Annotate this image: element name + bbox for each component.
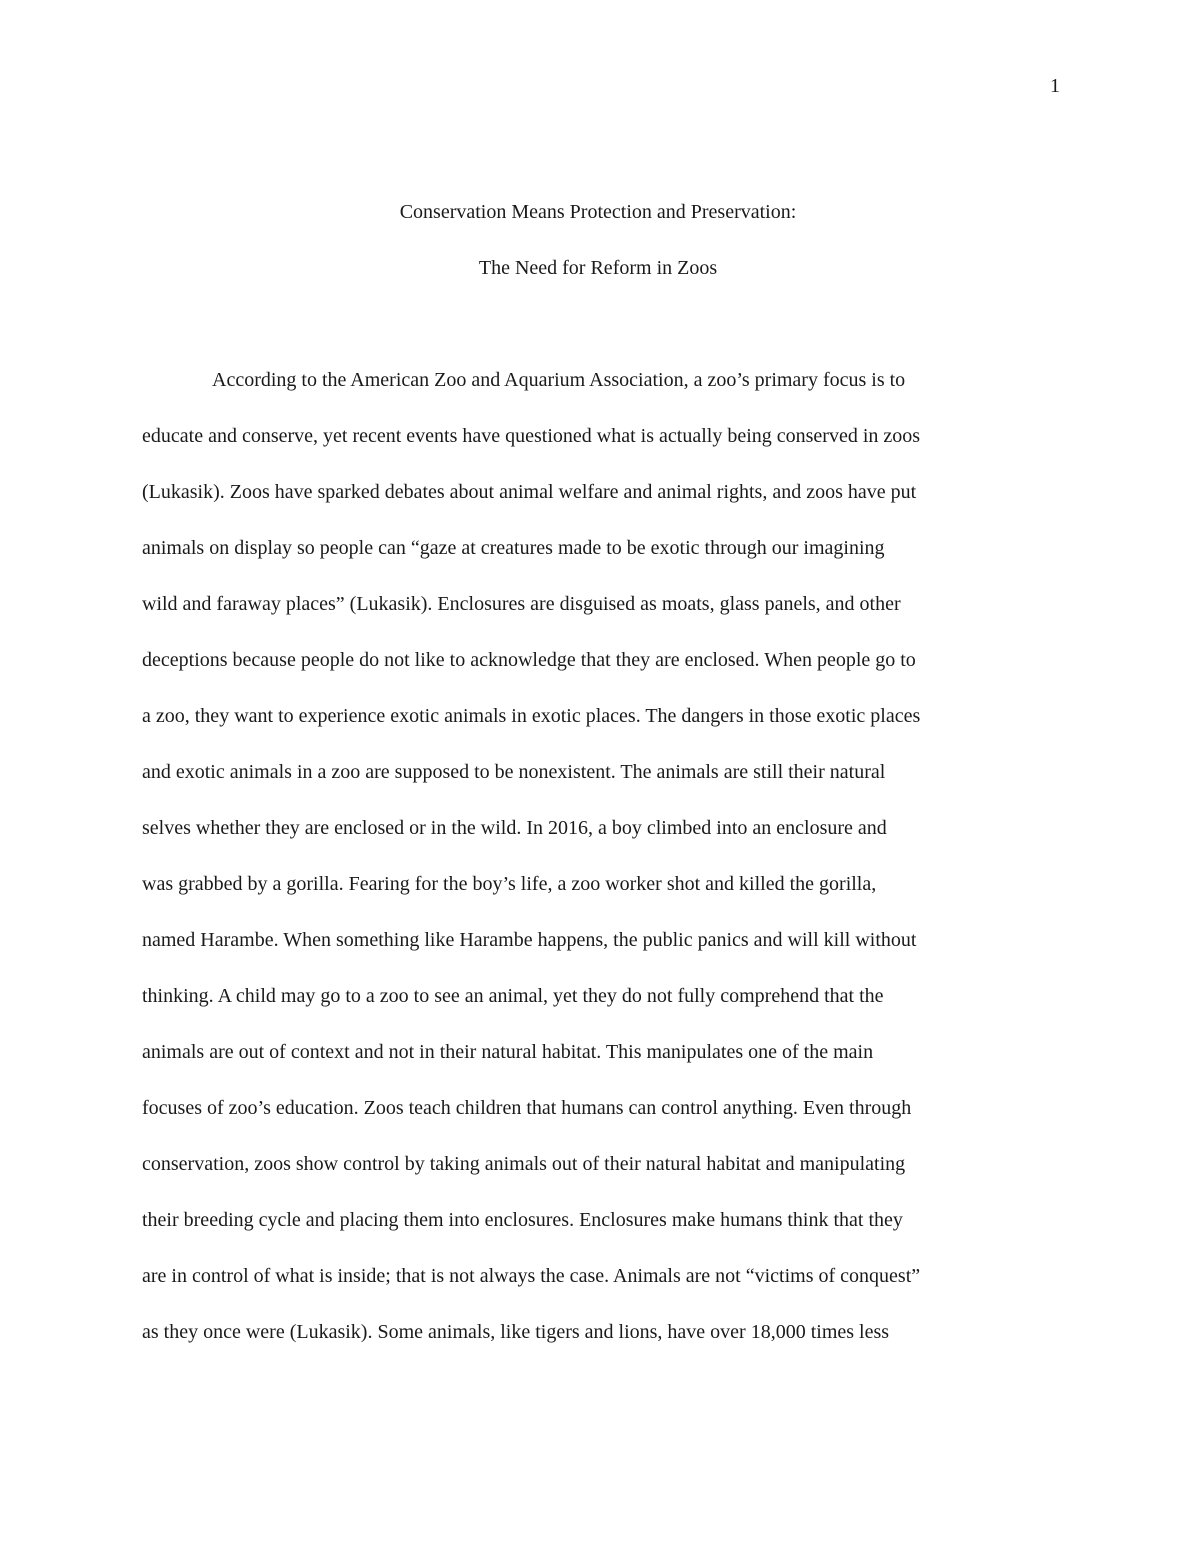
document-subtitle: The Need for Reform in Zoos: [478, 257, 718, 279]
document-title: Conservation Means Protection and Preservation:: [399, 201, 797, 223]
text-line: focuses of zoo’s education. Zoos teach children that humans can control anything. Even through: [142, 1097, 912, 1119]
text-line: deceptions because people do not like to acknowledge that they are enclosed. When people go to: [142, 649, 916, 671]
text-line: and exotic animals in a zoo are supposed to be nonexistent. The animals are still their natural: [142, 761, 886, 783]
text-line: are in control of what is inside; that is not always the case. Animals are not “victims of conquest”: [142, 1265, 921, 1287]
title-block: [142, 196, 1054, 308]
text-line: selves whether they are enclosed or in the wild. In 2016, a boy climbed into an enclosure and: [142, 817, 887, 839]
text-line: animals on display so people can “gaze at creatures made to be exotic through our imagining: [142, 537, 885, 559]
page-number: 1: [1050, 75, 1060, 97]
body-paragraph: [142, 364, 1058, 1372]
text-line: animals are out of context and not in their natural habitat. This manipulates one of the main: [142, 1041, 874, 1063]
text-line: named Harambe. When something like Harambe happens, the public panics and will kill without: [142, 929, 917, 951]
text-line: wild and faraway places” (Lukasik). Enclosures are disguised as moats, glass panels, and other: [142, 593, 901, 615]
text-line: (Lukasik). Zoos have sparked debates about animal welfare and animal rights, and zoos have put: [142, 481, 917, 503]
text-line: their breeding cycle and placing them into enclosures. Enclosures make humans think that they: [142, 1209, 903, 1231]
text-line: conservation, zoos show control by taking animals out of their natural habitat and manipulating: [142, 1153, 906, 1175]
text-line: According to the American Zoo and Aquarium Association, a zoo’s primary focus is to: [212, 369, 906, 391]
text-line: thinking. A child may go to a zoo to see an animal, yet they do not fully comprehend that the: [142, 985, 884, 1007]
text-line: a zoo, they want to experience exotic animals in exotic places. The dangers in those exotic places: [142, 705, 921, 727]
text-line: as they once were (Lukasik). Some animals, like tigers and lions, have over 18,000 times less: [142, 1321, 890, 1343]
text-line: was grabbed by a gorilla. Fearing for the boy’s life, a zoo worker shot and killed the gorilla,: [142, 873, 877, 895]
text-line: educate and conserve, yet recent events have questioned what is actually being conserved in zoos: [142, 425, 921, 447]
